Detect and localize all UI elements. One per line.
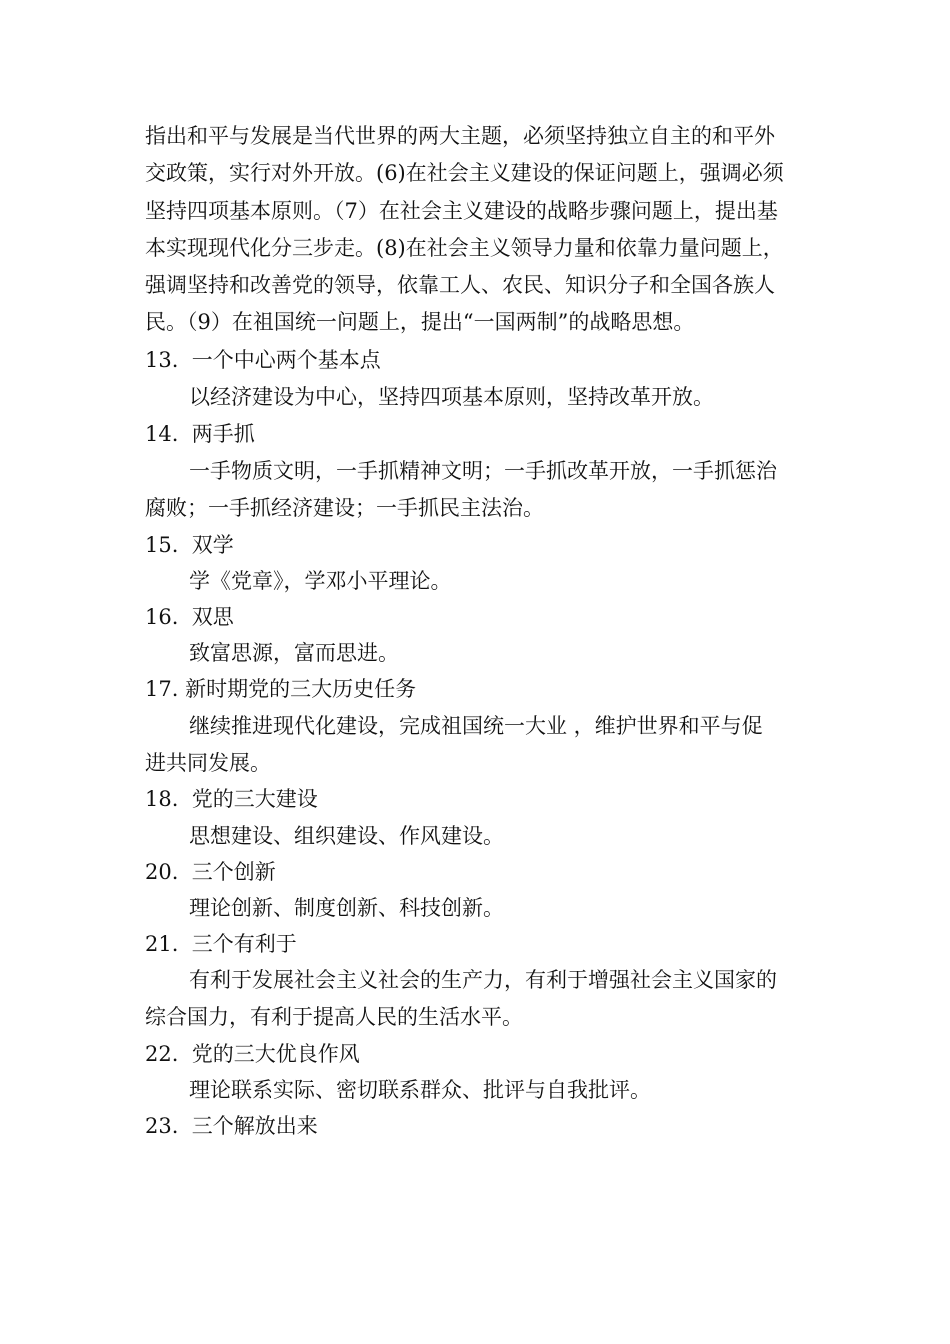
- paragraph-line: 交政策，实行对外开放。(6)在社会主义建设的保证问题上，强调必须: [145, 161, 784, 185]
- item-heading: 18. 党的三大建设: [145, 787, 318, 811]
- item-heading: 13. 一个中心两个基本点: [145, 348, 381, 372]
- item-heading: 22. 党的三大优良作风: [145, 1042, 360, 1066]
- item-body-line: 一手物质文明，一手抓精神文明；一手抓改革开放，一手抓惩治: [189, 459, 777, 483]
- item-heading: 15. 双学: [145, 533, 234, 557]
- item-heading: 14. 两手抓: [145, 422, 255, 446]
- paragraph-line: 坚持四项基本原则。（7）在社会主义建设的战略步骤问题上，提出基: [145, 199, 778, 223]
- item-body-line: 学《党章》，学邓小平理论。: [189, 569, 452, 593]
- item-heading: 17. 新时期党的三大历史任务: [145, 677, 417, 701]
- paragraph-line: 指出和平与发展是当代世界的两大主题，必须坚持独立自主的和平外: [145, 124, 775, 148]
- item-heading: 16. 双思: [145, 605, 234, 629]
- item-body-line: 继续推进现代化建设，完成祖国统一大业 ，维护世界和平与促: [189, 714, 763, 738]
- paragraph-line: 本实现现代化分三步走。(8)在社会主义领导力量和依靠力量问题上，: [145, 236, 784, 260]
- paragraph-line: 强调坚持和改善党的领导，依靠工人、农民、知识分子和全国各族人: [145, 273, 775, 297]
- paragraph-line: 民。（9）在祖国统一问题上，提出“一国两制”的战略思想。: [145, 310, 695, 334]
- item-heading: 20. 三个创新: [145, 860, 276, 884]
- item-body-line: 综合国力，有利于提高人民的生活水平。: [145, 1005, 523, 1029]
- item-body-line: 思想建设、组织建设、作风建设。: [189, 824, 504, 848]
- item-body-line: 进共同发展。: [145, 751, 271, 775]
- item-body-line: 理论创新、制度创新、科技创新。: [189, 896, 504, 920]
- item-body-line: 理论联系实际、密切联系群众、批评与自我批评。: [189, 1078, 651, 1102]
- item-heading: 23. 三个解放出来: [145, 1114, 318, 1138]
- item-body-line: 致富思源，富而思进。: [189, 641, 399, 665]
- item-body-line: 有利于发展社会主义社会的生产力，有利于增强社会主义国家的: [189, 968, 777, 992]
- item-body-line: 腐败；一手抓经济建设；一手抓民主法治。: [145, 496, 544, 520]
- item-heading: 21. 三个有利于: [145, 932, 297, 956]
- item-body-line: 以经济建设为中心，坚持四项基本原则，坚持改革开放。: [189, 385, 714, 409]
